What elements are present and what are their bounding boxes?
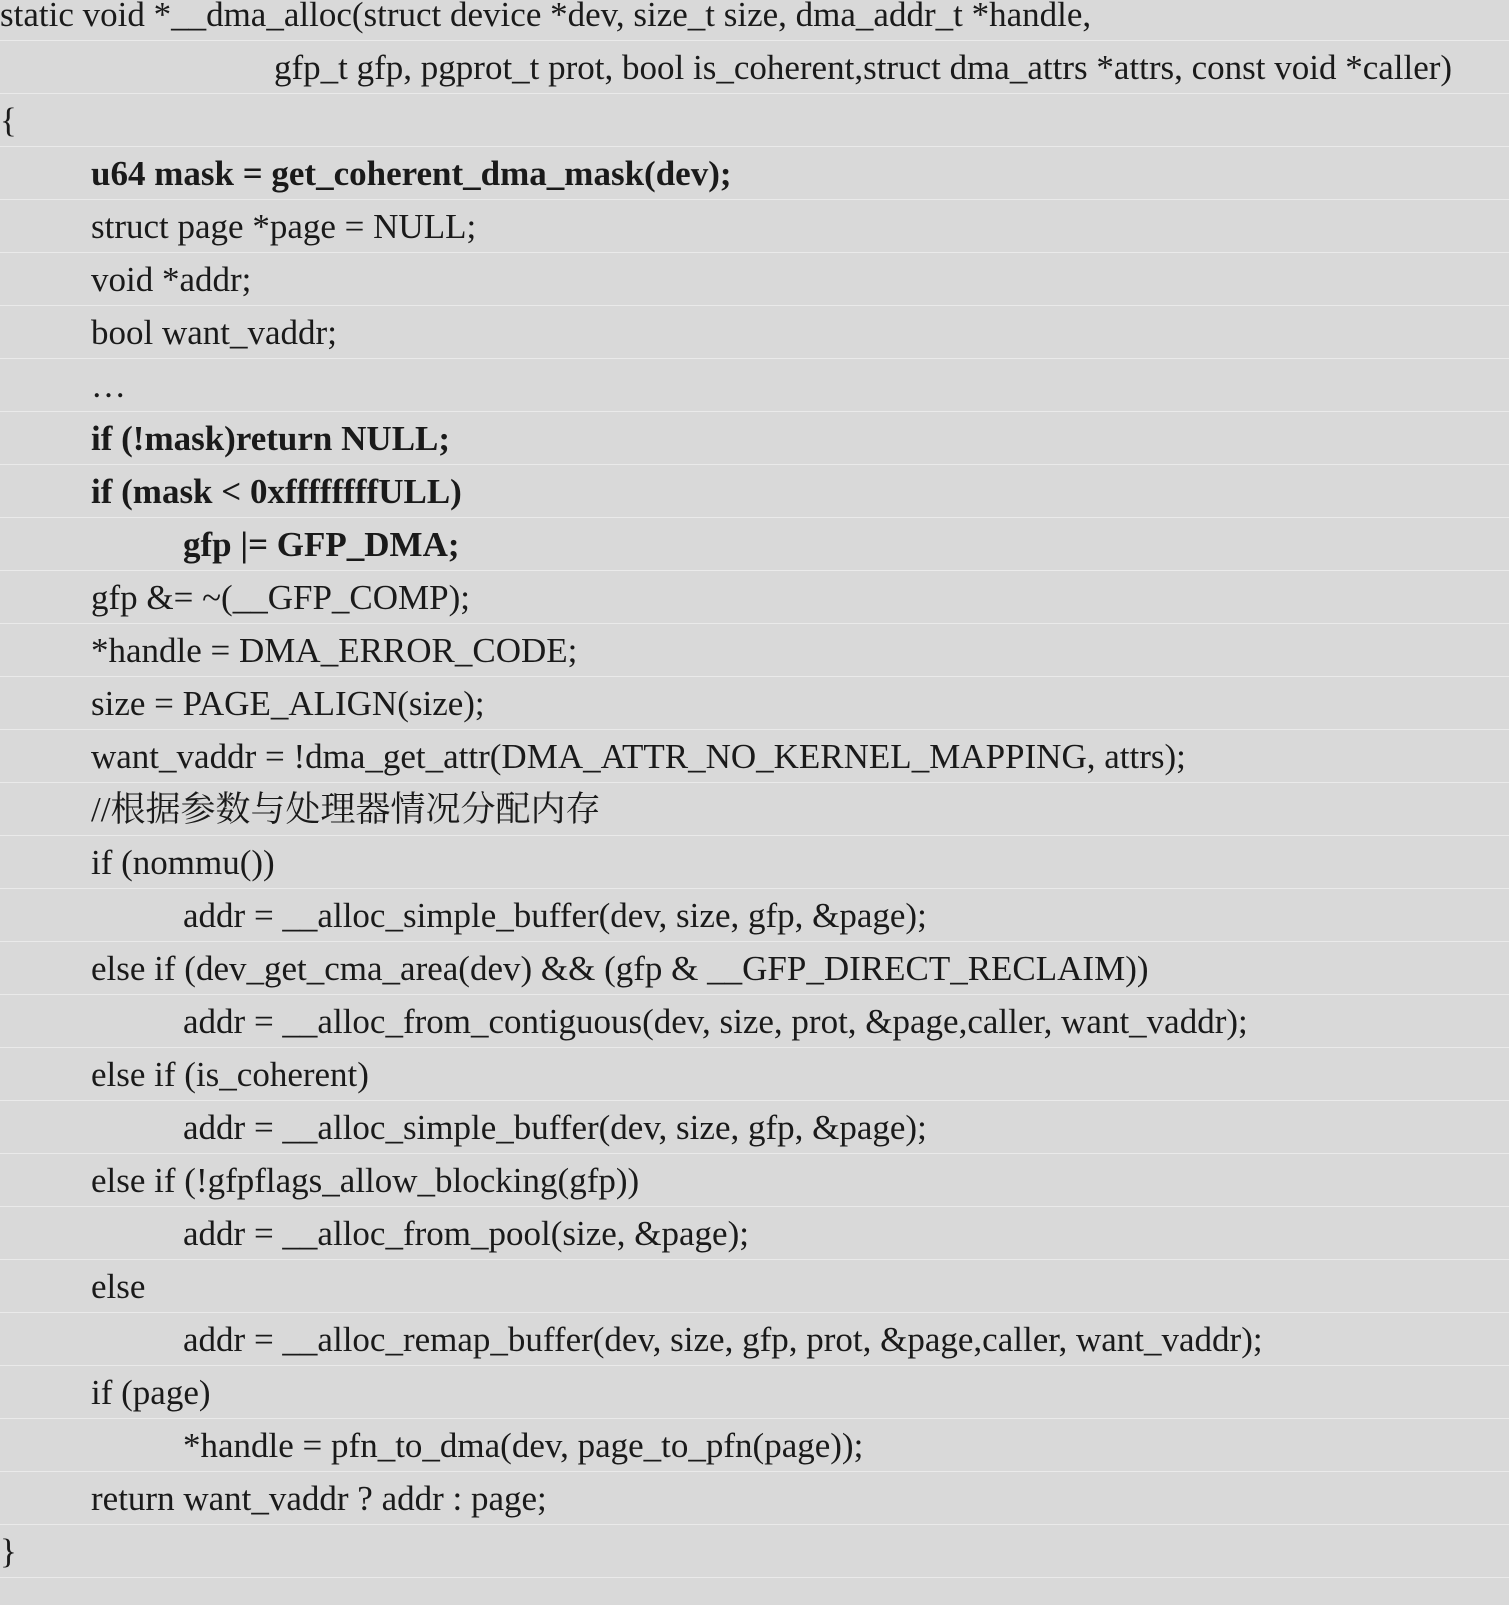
code-line: {	[0, 94, 1509, 147]
code-line: gfp_t gfp, pgprot_t prot, bool is_coherent,struct dma_attrs *attrs, const void *caller)	[0, 41, 1509, 94]
code-line: if (page)	[0, 1366, 1509, 1419]
code-line: addr = __alloc_from_pool(size, &page);	[0, 1207, 1509, 1260]
code-line: //根据参数与处理器情况分配内存	[0, 783, 1509, 836]
code-line: bool want_vaddr;	[0, 306, 1509, 359]
code-line: gfp &= ~(__GFP_COMP);	[0, 571, 1509, 624]
code-line: gfp |= GFP_DMA;	[0, 518, 1509, 571]
code-line: *handle = pfn_to_dma(dev, page_to_pfn(page));	[0, 1419, 1509, 1472]
code-line: if (nommu())	[0, 836, 1509, 889]
code-line: want_vaddr = !dma_get_attr(DMA_ATTR_NO_KERNEL_MAPPING, attrs);	[0, 730, 1509, 783]
code-line: static void *__dma_alloc(struct device *dev, size_t size, dma_addr_t *handle,	[0, 0, 1509, 41]
code-line: else if (is_coherent)	[0, 1048, 1509, 1101]
code-line: addr = __alloc_simple_buffer(dev, size, gfp, &page);	[0, 1101, 1509, 1154]
code-line: if (mask < 0xffffffffULL)	[0, 465, 1509, 518]
code-line: …	[0, 359, 1509, 412]
code-line: struct page *page = NULL;	[0, 200, 1509, 253]
code-line: else if (!gfpflags_allow_blocking(gfp))	[0, 1154, 1509, 1207]
code-line: return want_vaddr ? addr : page;	[0, 1472, 1509, 1525]
code-line: else	[0, 1260, 1509, 1313]
code-line: *handle = DMA_ERROR_CODE;	[0, 624, 1509, 677]
code-line: void *addr;	[0, 253, 1509, 306]
code-line: addr = __alloc_remap_buffer(dev, size, gfp, prot, &page,caller, want_vaddr);	[0, 1313, 1509, 1366]
code-line: if (!mask)return NULL;	[0, 412, 1509, 465]
code-line: }	[0, 1525, 1509, 1578]
code-line: size = PAGE_ALIGN(size);	[0, 677, 1509, 730]
code-line: addr = __alloc_from_contiguous(dev, size, prot, &page,caller, want_vaddr);	[0, 995, 1509, 1048]
code-line: addr = __alloc_simple_buffer(dev, size, gfp, &page);	[0, 889, 1509, 942]
code-line: else if (dev_get_cma_area(dev) && (gfp & __GFP_DIRECT_RECLAIM))	[0, 942, 1509, 995]
code-line: u64 mask = get_coherent_dma_mask(dev);	[0, 147, 1509, 200]
